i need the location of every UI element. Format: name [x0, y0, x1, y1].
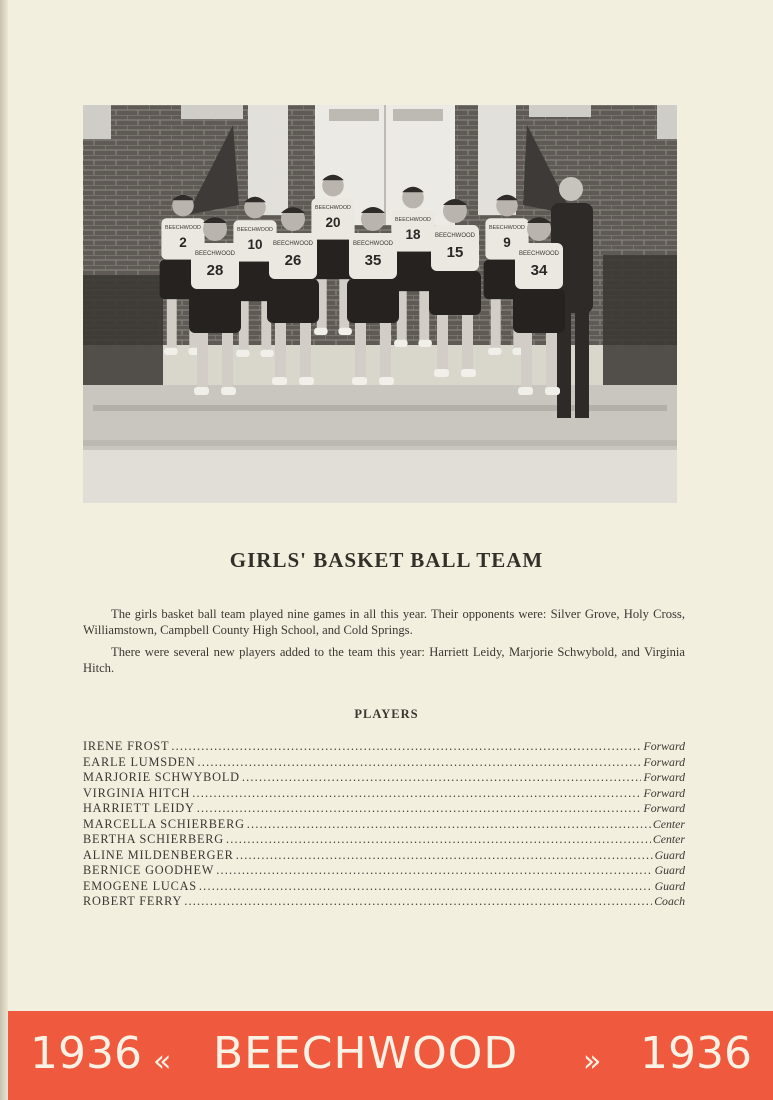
dot-leader	[247, 817, 651, 832]
player-figure	[347, 207, 399, 385]
dot-leader	[216, 863, 652, 878]
team-photo-drawing	[83, 105, 677, 503]
player-name: IRENE FROST	[83, 739, 170, 753]
player-name: VIRGINIA HITCH	[83, 785, 191, 800]
article-title: GIRLS' BASKET BALL TEAM	[229, 548, 544, 572]
dot-leader	[171, 739, 641, 754]
footer-quote-left: «	[153, 1044, 172, 1079]
dot-leader	[197, 801, 642, 816]
player-name: BERTHA SCHIERBERG	[83, 832, 224, 846]
dot-leader	[198, 755, 642, 770]
jersey-number: 10	[247, 237, 263, 252]
jersey-lettering: BEECHWOOD	[489, 225, 525, 231]
jersey-number: 9	[503, 235, 511, 250]
player-figure	[267, 207, 319, 385]
article-paragraph-1: The girls basket ball team played nine games in all this year. Their opponents were: Silver Grove, Holy Cross, Williamstown, Campbell County High School, and Cold Springs.	[83, 607, 685, 637]
jersey-number: 2	[179, 235, 187, 250]
footer-year-left: 1936	[30, 1028, 142, 1079]
jersey-number: 20	[325, 215, 341, 230]
footer-year-right: 1936	[640, 1028, 752, 1079]
jersey-number: 26	[284, 252, 302, 269]
player-name: ROBERT FERRY	[83, 894, 183, 908]
player-position: Guard	[654, 863, 685, 877]
team-photo	[83, 105, 677, 503]
player-row	[83, 894, 685, 910]
player-name: HARRIETT LEIDY	[83, 801, 195, 815]
player-figure	[189, 217, 241, 395]
jersey-number: 15	[446, 244, 464, 261]
players-roster	[83, 739, 685, 910]
dot-leader	[184, 894, 652, 909]
player-row	[83, 832, 685, 848]
player-row	[83, 755, 685, 771]
jersey-lettering: BEECHWOOD	[237, 227, 273, 233]
players-heading: PLAYERS	[354, 707, 419, 721]
player-row	[83, 786, 685, 802]
jersey-number: 18	[405, 227, 421, 242]
player-position: Forward	[643, 801, 685, 815]
jersey-number: 28	[206, 262, 224, 279]
player-position: Center	[652, 832, 685, 846]
jersey-number: 34	[530, 262, 548, 279]
player-row	[83, 879, 685, 895]
yearbook-footer-banner	[8, 1011, 773, 1100]
player-name: MARCELLA SCHIERBERG	[83, 816, 245, 831]
dot-leader	[192, 786, 641, 801]
jersey-lettering: BEECHWOOD	[194, 251, 236, 257]
player-position: Forward	[643, 770, 685, 784]
player-name: BERNICE GOODHEW	[83, 863, 215, 877]
player-position: Forward	[643, 785, 685, 800]
player-row	[83, 863, 685, 879]
footer-quote-right: »	[583, 1044, 602, 1079]
dot-leader	[242, 770, 642, 785]
player-position: Coach	[654, 894, 685, 908]
player-name: EARLE LUMSDEN	[83, 754, 196, 769]
dot-leader	[199, 879, 653, 894]
player-name: EMOGENE LUCAS	[83, 878, 197, 893]
player-row	[83, 801, 685, 817]
player-position: Guard	[654, 847, 685, 862]
article-paragraph-2: There were several new players added to the team this year: Harriett Leidy, Marjorie Schwybold, and Virginia Hitch.	[83, 645, 685, 675]
player-position: Forward	[643, 754, 685, 769]
player-row	[83, 739, 685, 755]
jersey-lettering: BEECHWOOD	[272, 241, 314, 247]
player-row	[83, 770, 685, 786]
footer-school-name: BEECHWOOD	[213, 1028, 519, 1079]
player-figure	[429, 199, 481, 377]
dot-leader	[236, 848, 653, 863]
player-position: Center	[652, 816, 685, 831]
jersey-lettering: BEECHWOOD	[395, 217, 431, 223]
jersey-lettering: BEECHWOOD	[315, 205, 351, 211]
jersey-lettering: BEECHWOOD	[352, 241, 394, 247]
jersey-lettering: BEECHWOOD	[434, 233, 476, 239]
player-position: Forward	[643, 739, 685, 753]
player-name: MARJORIE SCHWYBOLD	[83, 770, 240, 784]
jersey-lettering: BEECHWOOD	[518, 251, 560, 257]
player-position: Guard	[654, 878, 685, 893]
player-name: ALINE MILDENBERGER	[83, 847, 234, 862]
jersey-lettering: BEECHWOOD	[165, 225, 201, 231]
player-row	[83, 817, 685, 833]
player-row	[83, 848, 685, 864]
dot-leader	[226, 832, 651, 847]
jersey-number: 35	[364, 252, 382, 269]
